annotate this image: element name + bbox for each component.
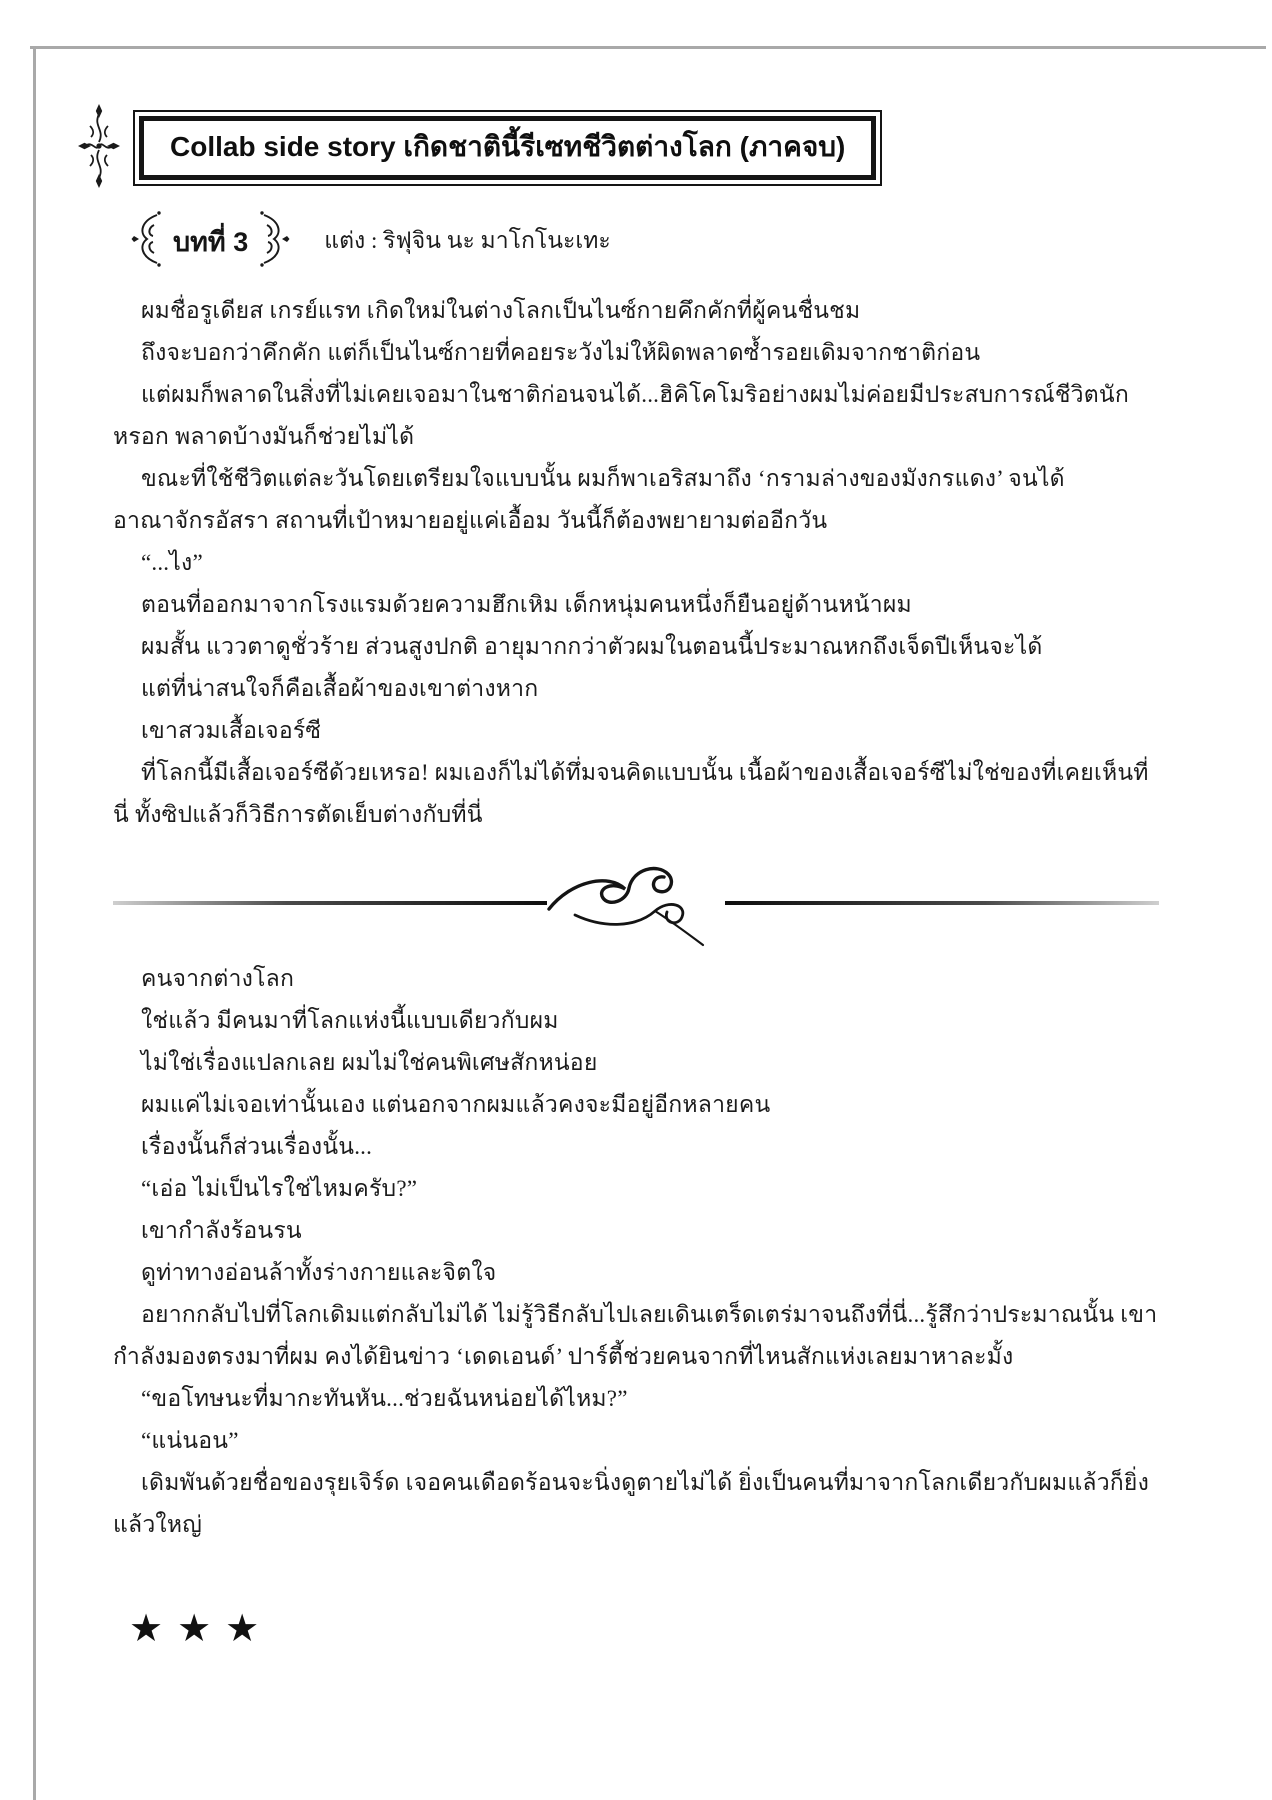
story-title: Collab side story เกิดชาตินี้รีเซทชีวิตต่างโลก (ภาคจบ) <box>139 116 876 180</box>
paragraph: เขากำลังร้อนรน <box>141 1218 302 1243</box>
story-title-box <box>133 110 882 186</box>
chapter-heading <box>127 212 1159 270</box>
paragraph: เดิมพันด้วยชื่อของรุยเจิร์ด เจอคนเดือดร้อนจะนิ่งดูตายไม่ได้ ยิ่งเป็นคนที่มาจากโลกเดียวกับผมแล้วก็ยิ่งแล้วใหญ่ <box>113 1470 1150 1537</box>
paragraph: ตอนที่ออกมาจากโรงแรมด้วยความฮึกเหิม เด็กหนุ่มคนหนึ่งก็ยืนอยู่ด้านหน้าผม <box>141 592 912 617</box>
story-header <box>77 108 1159 188</box>
paragraph: ขณะที่ใช้ชีวิตแต่ละวันโดยเตรียมใจแบบนั้น ผมก็พาเอริสมาถึง ‘กรามล่างของมังกรแดง’ จนได้ อาณาจักรอัสรา สถานที่เป้าหมายอยู่แค่เอื้อม วันนี้ก็ต้องพยายามต่ออีกวัน <box>113 466 1065 533</box>
paragraph: เรื่องนั้นก็ส่วนเรื่องนั้น... <box>141 1134 373 1159</box>
paragraph: ผมแค่ไม่เจอเท่านั้นเอง แต่นอกจากผมแล้วคงจะมีอยู่อีกหลายคน <box>141 1092 771 1117</box>
paragraph: เขาสวมเสื้อเจอร์ซี <box>141 718 322 743</box>
calligraphic-swirl-icon <box>541 863 731 954</box>
chapter-number: บทที่ 3 <box>173 226 249 257</box>
story-section-1 <box>113 290 1159 836</box>
paragraph: ไม่ใช่เรื่องแปลกเลย ผมไม่ใช่คนพิเศษสักหน่อย <box>141 1050 598 1075</box>
paragraph: ผมชื่อรูเดียส เกรย์แรท เกิดใหม่ในต่างโลกเป็นไนซ์กายคึกคักที่ผู้คนชื่นชม <box>141 298 861 323</box>
section-end-stars: ★★★ <box>129 1606 274 1650</box>
vine-flourish-right-icon <box>258 209 294 274</box>
story-section-2 <box>113 958 1159 1546</box>
paragraph: อยากกลับไปที่โลกเดิมแต่กลับไม่ได้ ไม่รู้วิธีกลับไปเลยเดินเตร็ดเตร่มาจนถึงที่นี่...รู้สึกว่าประมาณนั้น เขากำลังมองตรงมาที่ผม คงได้ยินข่าว ‘เดดเอนด์’ ปาร์ตี้ช่วยคนจากที่ไหนสักแห่งเลยมาหาละมั้ง <box>113 1302 1158 1369</box>
floral-cross-ornament-icon <box>77 104 121 193</box>
divider-line-left <box>113 901 547 905</box>
divider-line-right <box>725 901 1159 905</box>
vine-flourish-left-icon <box>127 209 163 274</box>
paragraph: ดูท่าทางอ่อนล้าทั้งร่างกายและจิตใจ <box>141 1260 497 1285</box>
paragraph: “ขอโทษนะที่มากะทันหัน...ช่วยฉันหน่อยได้ไหม?” <box>141 1386 628 1411</box>
paragraph: “...ไง” <box>141 550 203 575</box>
paragraph: ผมสั้น แววตาดูชั่วร้าย ส่วนสูงปกติ อายุมากกว่าตัวผมในตอนนี้ประมาณหกถึงเจ็ดปีเห็นจะได้ <box>141 634 1043 659</box>
page-content <box>113 0 1159 1650</box>
paragraph: แต่ผมก็พลาดในสิ่งที่ไม่เคยเจอมาในชาติก่อนจนได้...ฮิคิโคโมริอย่างผมไม่ค่อยมีประสบการณ์ชีวิตนักหรอก พลาดบ้างมันก็ช่วยไม่ได้ <box>113 382 1129 449</box>
paragraph: ถึงจะบอกว่าคึกคัก แต่ก็เป็นไนซ์กายที่คอยระวังไม่ให้ผิดพลาดซ้ำรอยเดิมจากชาติก่อน <box>141 340 981 365</box>
paragraph: ที่โลกนี้มีเสื้อเจอร์ซีด้วยเหรอ! ผมเองก็ไม่ได้ทึ่มจนคิดแบบนั้น เนื้อผ้าของเสื้อเจอร์ซีไม่ใช่ของที่เคยเห็นที่นี่ ทั้งซิปแล้วก็วิธีการตัดเย็บต่างกับที่นี่ <box>113 760 1149 827</box>
section-divider <box>113 862 1159 942</box>
paragraph: “เอ่อ ไม่เป็นไรใช่ไหมครับ?” <box>141 1176 418 1201</box>
chapter-author: แต่ง : ริฟุจิน นะ มาโกโนะเทะ <box>324 228 611 253</box>
paragraph: “แน่นอน” <box>141 1428 239 1453</box>
paragraph: คนจากต่างโลก <box>141 966 295 991</box>
page-frame-left-rule <box>33 46 36 1800</box>
paragraph: แต่ที่น่าสนใจก็คือเสื้อผ้าของเขาต่างหาก <box>141 676 539 701</box>
paragraph: ใช่แล้ว มีคนมาที่โลกแห่งนี้แบบเดียวกับผม <box>141 1008 559 1033</box>
